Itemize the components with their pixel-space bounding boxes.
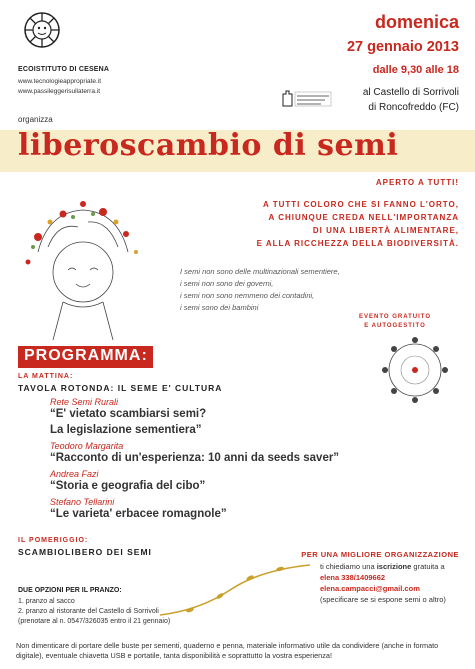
talk-title: “Le varieta' erbacee romagnole” xyxy=(50,508,227,520)
talk-title: La legislazione sementiera” xyxy=(50,424,202,436)
main-title: liberoscambio di semi xyxy=(18,128,399,163)
tavola-rotonda-title: TAVOLA ROTONDA: IL SEME E' CULTURA xyxy=(18,383,223,393)
talk-title: “Racconto di un'esperienza: 10 anni da seeds saver” xyxy=(50,452,340,464)
ecoistituto-logo xyxy=(22,8,62,56)
intro-line: A CHIUNQUE CREDA NELL'IMPORTANZA xyxy=(268,213,459,222)
mattina-label: LA MATTINA: xyxy=(18,373,74,380)
intro-line: E ALLA RICCHEZZA DELLA BIODIVERSITÀ. xyxy=(256,239,459,248)
registration-request xyxy=(320,562,445,571)
place-line-2: di Roncofreddo (FC) xyxy=(368,102,459,113)
pranzo-option-2: 2. pranzo al ristorante del Castello di Sorrivoli xyxy=(18,608,159,615)
scambio-title: SCAMBIOLIBERO DEI SEMI xyxy=(18,547,152,557)
speaker-name: Teodoro Margarita xyxy=(50,441,124,451)
website-link-2[interactable]: www.passileggerisullaterra.it xyxy=(18,88,101,95)
registration-bold: iscrizione xyxy=(376,562,412,571)
registration-text: ti chiediamo una xyxy=(320,562,377,571)
place-line-1: al Castello di Sorrivoli xyxy=(362,87,459,98)
poem-line: I semi non sono delle multinazionali sementiere, xyxy=(180,267,340,276)
registration-email[interactable]: elena.campacci@gmail.com xyxy=(320,584,420,593)
event-date: 27 gennaio 2013 xyxy=(346,39,459,55)
pranzo-title: DUE OPZIONI PER IL PRANZO: xyxy=(18,587,122,594)
pranzo-option-1: 1. pranzo al sacco xyxy=(18,598,75,605)
poem-line: i semi non sono dei governi, xyxy=(180,279,274,288)
intro-line: DI UNA LIBERTÀ ALIMENTARE, xyxy=(312,226,459,235)
children-circle-illustration xyxy=(375,330,455,410)
event-day: domenica xyxy=(374,12,459,32)
poem-line: i semi non sono nemmeno dei contadini, xyxy=(180,291,315,300)
child-illustration xyxy=(8,192,158,342)
evento-gratuito: EVENTO GRATUITO xyxy=(358,314,431,320)
speaker-name: Andrea Fazi xyxy=(50,469,99,479)
talk-title: “Storia e geografia del cibo” xyxy=(50,480,206,492)
event-time: dalle 9,30 alle 18 xyxy=(372,64,459,76)
vine-decoration xyxy=(160,550,320,620)
registration-note: (specificare se si espone semi o altro) xyxy=(320,595,446,604)
org-name: ECOISTITUTO DI CESENA xyxy=(18,66,110,73)
talk-title: “E' vietato scambiarsi semi? xyxy=(50,408,207,420)
intro-line: A TUTTI COLORO CHE SI FANNO L'ORTO, xyxy=(262,200,459,209)
website-link-1[interactable]: www.tecnologieappropriate.it xyxy=(18,78,102,85)
pomeriggio-label: IL POMERIGGIO: xyxy=(18,537,89,544)
evento-autogestito: E AUTOGESTITO xyxy=(364,323,426,329)
aperto-a-tutti: APERTO A TUTTI! xyxy=(375,178,459,187)
speaker-name: Stefano Tellarini xyxy=(50,497,115,507)
registration-text: gratuita a xyxy=(411,562,445,571)
poem-line: i semi sono dei bambini xyxy=(180,303,259,312)
organizza-label: organizza xyxy=(18,115,53,124)
registration-title: PER UNA MIGLIORE ORGANIZZAZIONE xyxy=(301,550,459,559)
programma-title: PROGRAMMA: xyxy=(24,347,148,364)
speaker-name: Rete Semi Rurali xyxy=(50,397,119,407)
pranzo-option-2-note: (prenotare al n. 0547/326035 entro il 21 gennaio) xyxy=(18,618,171,625)
castello-logo xyxy=(281,86,333,110)
registration-phone[interactable]: elena 338/1409662 xyxy=(320,573,386,582)
footer-note: Non dimenticare di portare delle buste per sementi, quaderno e penna, materiale informativo utile da condividere (anche in formato digitale), eventuale chiavetta USB e portatile, tanta disponibilità e soprattutto la vostra esperienza! xyxy=(16,641,439,660)
